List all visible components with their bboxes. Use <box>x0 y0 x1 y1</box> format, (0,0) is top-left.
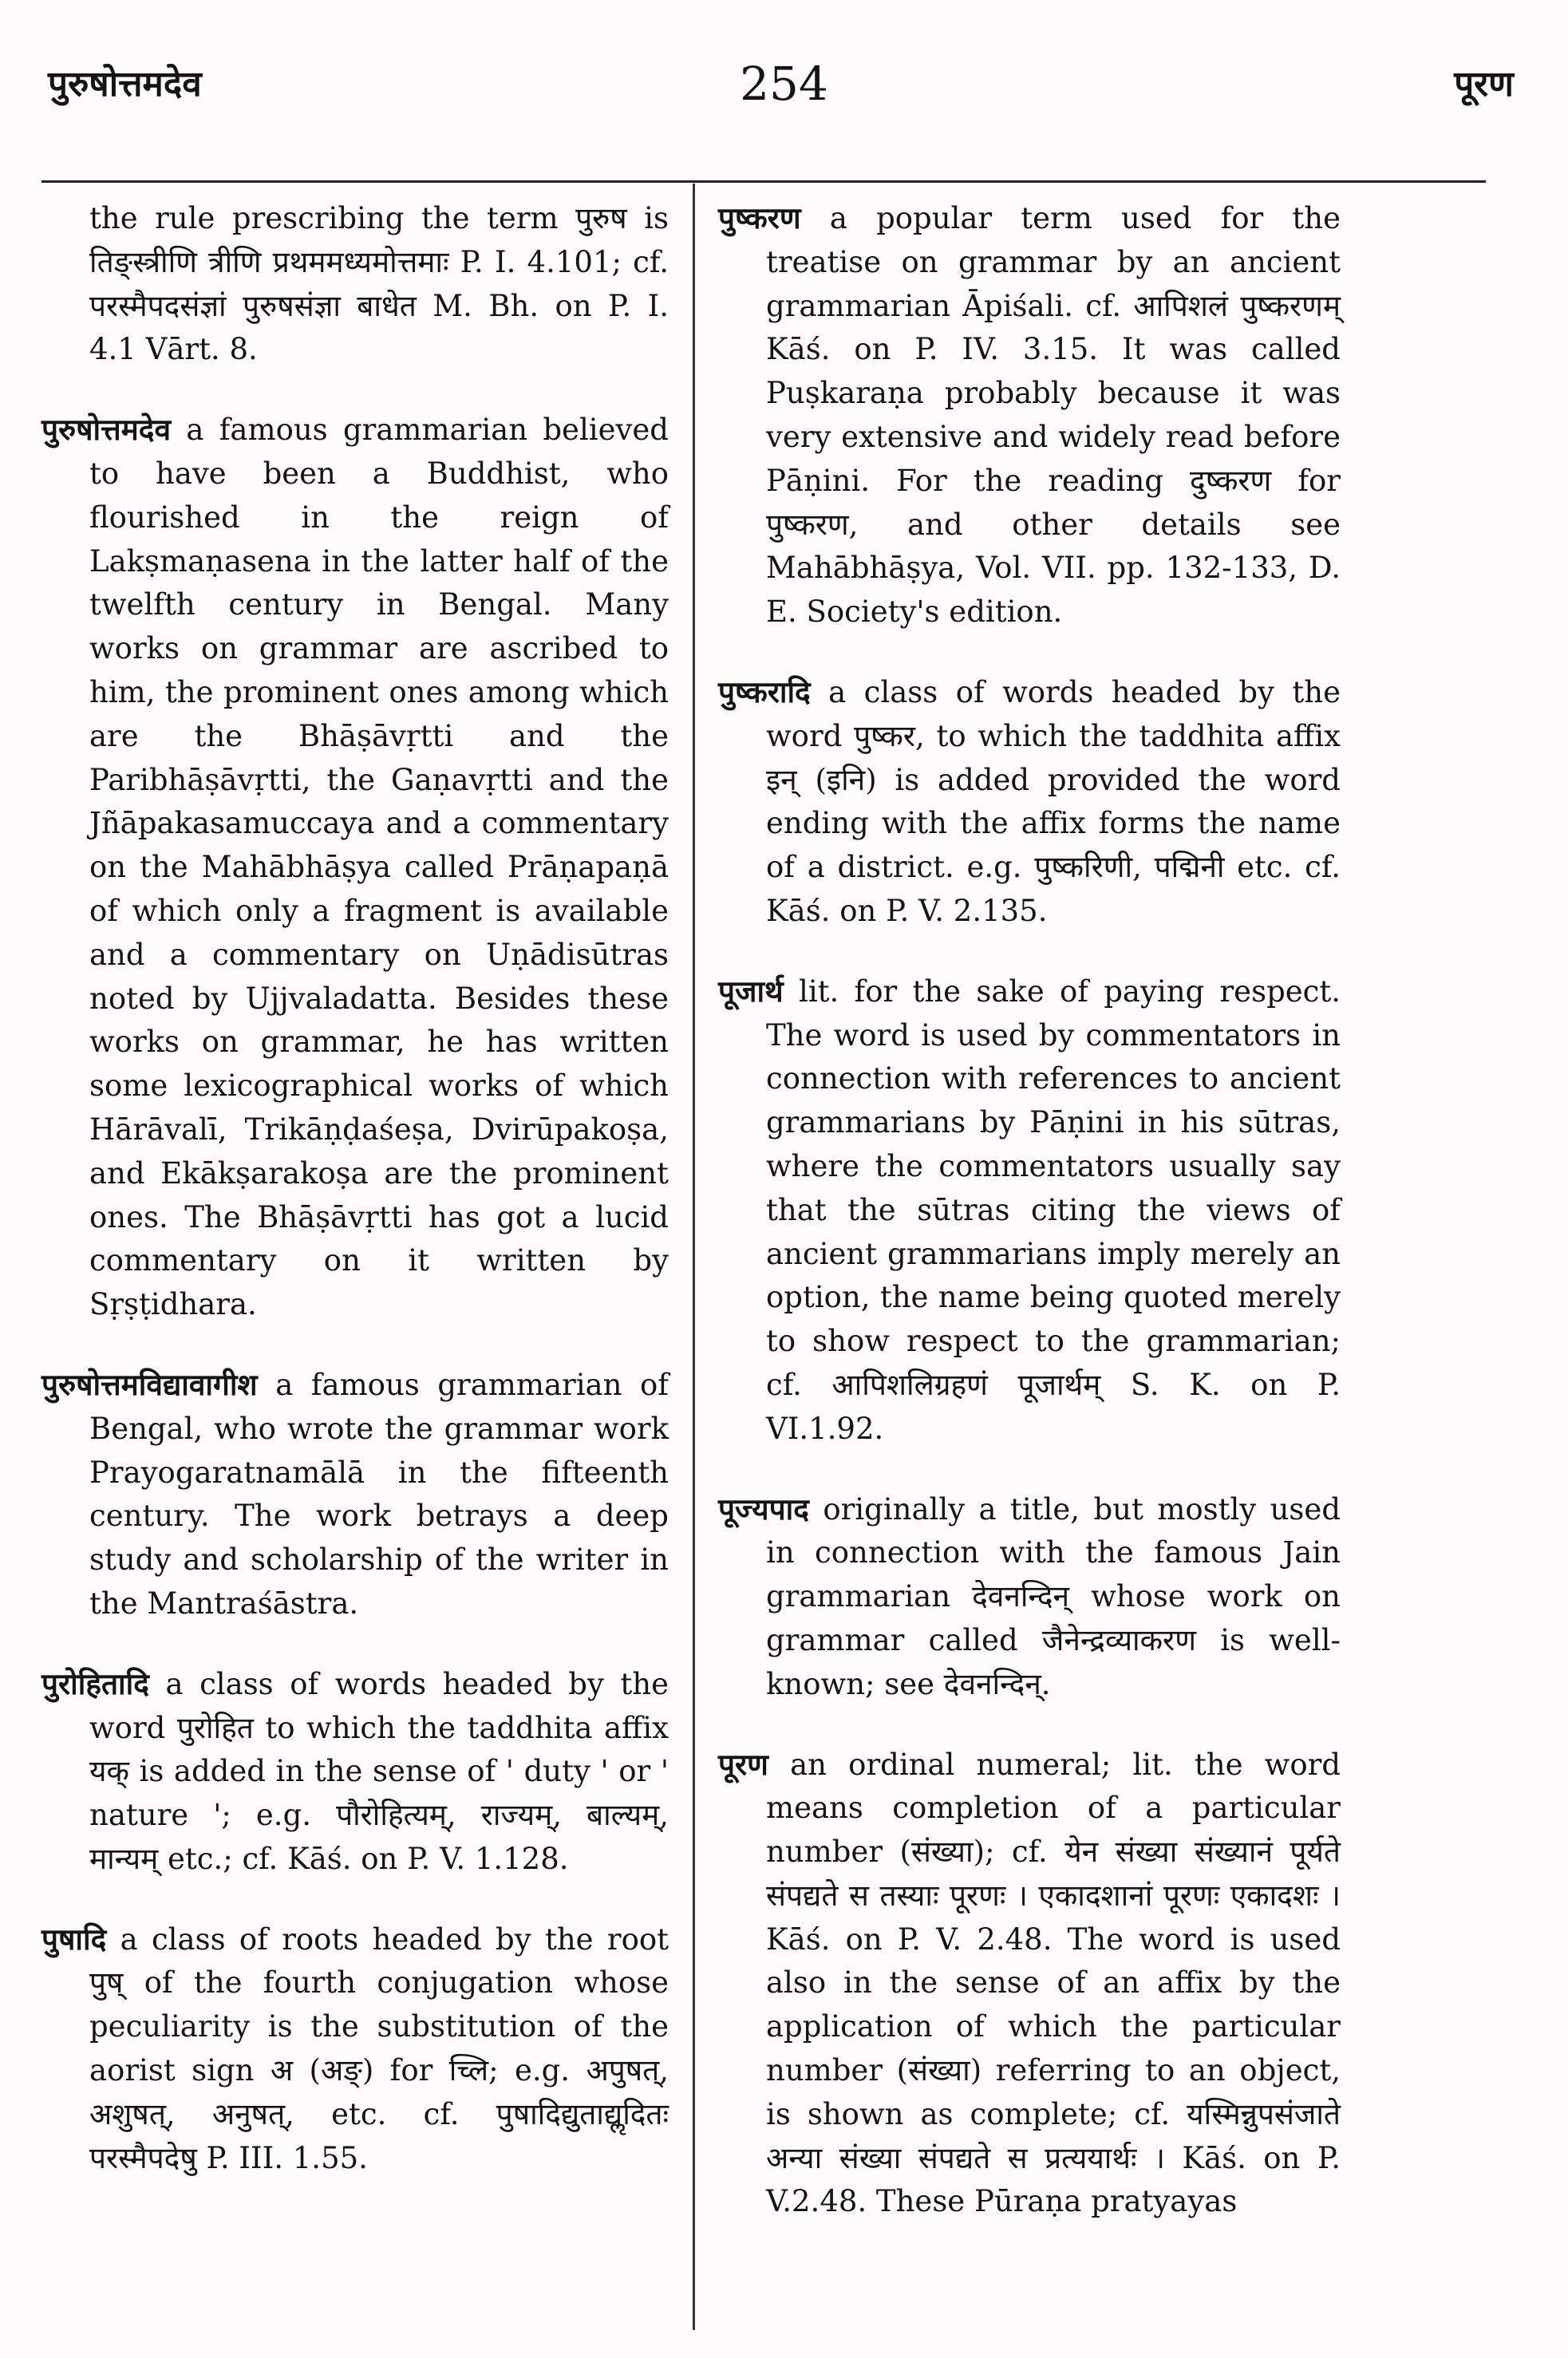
entry-definition: a famous grammarian of Bengal, who wrote the grammar work Prayogaratnamālā in the fifteenth century. The work betrays a deep study and scholarship of the writer in the Mantraśāstra. <box>89 1367 669 1621</box>
header-rule <box>41 180 1486 183</box>
entry-headword: पुरुषोत्तमदेव <box>41 412 172 448</box>
entry-definition: lit. for the sake of paying respect. The word is used by commentators in connection with references to ancient grammarians by Pāṇini in his sūtras, where the commentators usually say that the sūtras citing the views of ancient grammarians imply merely an option, the name being quoted merely to show respect to the grammarian; cf. आपिशलिग्रहणं पूजार्थम् S. K. on P. VI.1.92. <box>766 974 1341 1446</box>
entry-headword: पुष्करादि <box>718 673 811 709</box>
entry <box>718 1743 1341 2225</box>
entry-headword: पूरण <box>718 1746 768 1782</box>
column-divider <box>693 184 695 2330</box>
entry <box>41 1918 669 2181</box>
entry-definition: a class of words headed by the word पुष्कर, to which the taddhita affix इन् (इनि) is added provided the word ending with the affix forms the name of a district. e.g. पुष्करिणी, पद्मिनी etc. cf. Kāś. on P. V. 2.135. <box>766 674 1341 928</box>
entry-headword: पुषादि <box>41 1921 107 1957</box>
entry-headword: पूज्यपाद <box>718 1491 809 1527</box>
left-column <box>41 196 669 2216</box>
entry-headword: पुरुषोत्तमविद्यावागीश <box>41 1366 258 1402</box>
entry-definition: a class of words headed by the word पुरोहित to which the taddhita affix यक् is added in the sense of ' duty ' or ' nature '; e.g. पौरोहित्यम्, राज्यम्, बाल्यम्, मान्यम् etc.; cf. Kāś. on P. V. 1.128. <box>89 1666 669 1876</box>
entry-definition: a popular term used for the treatise on grammar by an ancient grammarian Āpiśali. cf. आपिशलं पुष्करणम् Kāś. on P. IV. 3.15. It was called Puṣkaraṇa probably because it was very extensive and widely read before Pāṇini. For the reading दुष्करण for पुष्करण, and other details see Mahābhāṣya, Vol. VII. pp. 132-133, D. E. Society's edition. <box>766 201 1341 630</box>
entry <box>718 970 1341 1452</box>
entry <box>718 670 1341 934</box>
entry-definition: originally a title, but mostly used in connection with the famous Jain grammarian देवनन्दिन् whose work on grammar called जैनेन्द्रव्याकरण is well-known; see देवनन्दिन्. <box>766 1491 1341 1701</box>
left-guide-word: पुरुषोत्तमदेव <box>48 64 202 105</box>
entry-headword: पुष्करण <box>718 200 801 235</box>
page-number: 254 <box>740 57 828 111</box>
entry <box>718 1487 1341 1707</box>
entry <box>41 1662 669 1882</box>
entry-headword: पुरोहितादि <box>41 1665 149 1701</box>
entry-definition: a famous grammarian believed to have been a Buddhist, who flourished in the reign of Lakṣmaṇasena in the latter half of the twelfth century in Bengal. Many works on grammar are ascribed to him, the prominent ones among which are the Bhāṣāvṛtti and the Paribhāṣāvṛtti, the Gaṇavṛtti and the Jñāpakasamuccaya and a commentary on the Mahābhāṣya called Prāṇapaṇā of which only a fragment is available and a commentary on Uṇādisūtras noted by Ujjvaladatta. Besides these works on grammar, he has written some lexicographical works of which Hārāvalī, Trikāṇḍaśeṣa, Dvirūpakoṣa, and Ekākṣarakoṣa are the prominent ones. The Bhāṣāvṛtti has got a lucid commentary on it written by Sṛṣṭidhara. <box>89 413 669 1322</box>
right-column <box>718 196 1341 2260</box>
entry-definition: a class of roots headed by the root पुष् of the fourth conjugation whose peculiarity is the substitution of the aorist sign अ (अङ्) for च्लि; e.g. अपुषत्, अशुषत्, अनुषत्, etc. cf. पुषादिद्युताद्यॢदितः परस्मैपदेषु P. III. 1.55. <box>89 1922 669 2175</box>
entry <box>41 196 669 372</box>
right-guide-word: पूरण <box>1454 64 1514 105</box>
entry-headword: पूजार्थ <box>718 973 784 1009</box>
entry <box>718 196 1341 634</box>
entry-definition: an ordinal numeral; lit. the word means completion of a particular number (संख्या); cf. येन संख्या संख्यानं पूर्यते संपद्यते स तस्याः पूरणः । एकादशानां पूरणः एकादशः । Kāś. on P. V. 2.48. The word is used also in the sense of an affix by the application of which the particular number (संख्या) referring to an object, is shown as complete; cf. यस्मिन्नुपसंजाते अन्या संख्या संपद्यते स प्रत्ययार्थः । Kāś. on P. V.2.48. These Pūraṇa pratyayas <box>766 1747 1341 2219</box>
entry-definition: the rule prescribing the term पुरुष is तिङ्स्त्रीणि त्रीणि प्रथममध्यमोत्तमाः P. I. 4.101; cf. परस्मैपदसंज्ञां पुरुषसंज्ञा बाधेत M. Bh. on P. I. 4.1 Vārt. 8. <box>89 201 669 367</box>
entry <box>41 1363 669 1626</box>
entry <box>41 408 669 1327</box>
